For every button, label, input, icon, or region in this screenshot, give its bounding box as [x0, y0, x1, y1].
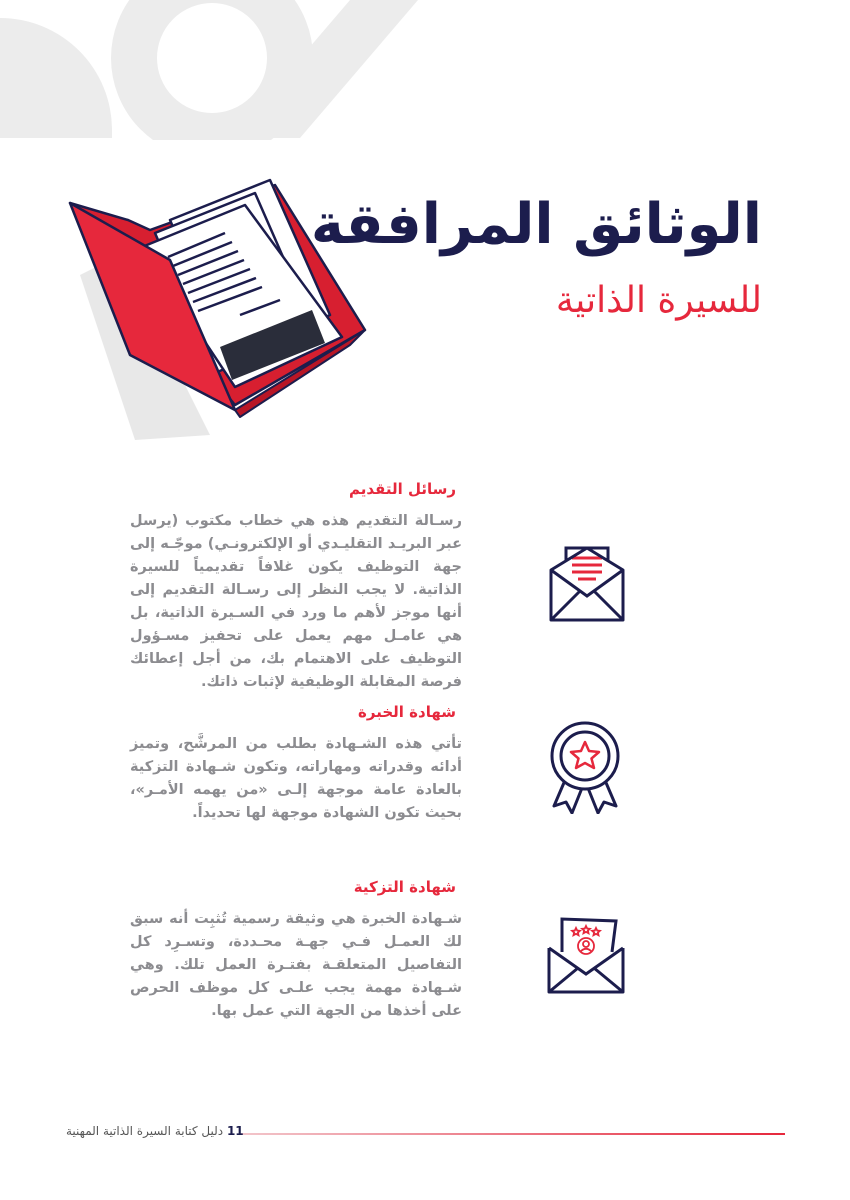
section-cover-letters — [130, 480, 462, 694]
section-title: رسائل التقديم — [348, 480, 456, 498]
page-subtitle: للسيرة الذاتية — [555, 280, 762, 321]
award-medal-icon — [548, 720, 622, 814]
section-title: شهادة الخبرة — [358, 703, 456, 721]
section-body: رسـالة التقديم هذه هي خطاب مكتوب (يرسل عبر البريـد التقليـدي أو الإلكترونـي) موجّـه إلى جهة التوظيف يكون غلافاً تقديمياً للسيرة الذاتية. لا يجب النظر إلى رسـالة التقديم إلى أنها موجز لأهم ما ورد في السـيرة الذاتية، بل هي عامـل مهم يعمل على تحفيز مسـؤول التوظيف على الاهتمام بك، من أجل إعطائك فرصة المقابلة الوظيفية لإثبات ذاتك. — [130, 513, 462, 690]
section-body: شـهادة الخبرة هي وثيقة رسمية تُثبِت أنه سبق لك العمـل فـي جهـة محـددة، وتسـرِد كل التفاصيل المتعلقـة بفتـرة العمل تلك. وهي شـهادة مهمة يجب علـى كل موظف الحرص على أخذها من الجهة التي عمل بها. — [130, 911, 462, 1019]
footer-divider — [240, 1133, 785, 1135]
envelope-letter-icon — [548, 544, 626, 622]
footer-text: دليل كتابة السيرة الذاتية المهنية — [66, 1124, 224, 1138]
section-body: تأتي هذه الشـهادة بطلب من المرشَّح، وتميز أدائه وقدراته ومهاراته، وتكون شـهادة التزكية بالعادة عامة موجهة إلـى «من يهمه الأمـر»، بحيث تكون الشهادة موجهة لها تحديداً. — [130, 736, 462, 821]
page-footer — [66, 1124, 244, 1138]
page-number: 11 — [226, 1124, 244, 1138]
section-recommendation-certificate — [130, 878, 462, 1023]
section-title: شهادة التزكية — [353, 878, 456, 896]
page-title: الوثائق المرافقة — [310, 192, 762, 257]
decorative-shapes — [0, 0, 420, 140]
envelope-profile-icon — [546, 916, 626, 996]
section-experience-certificate — [130, 703, 462, 825]
deco-half-circle — [0, 18, 112, 138]
